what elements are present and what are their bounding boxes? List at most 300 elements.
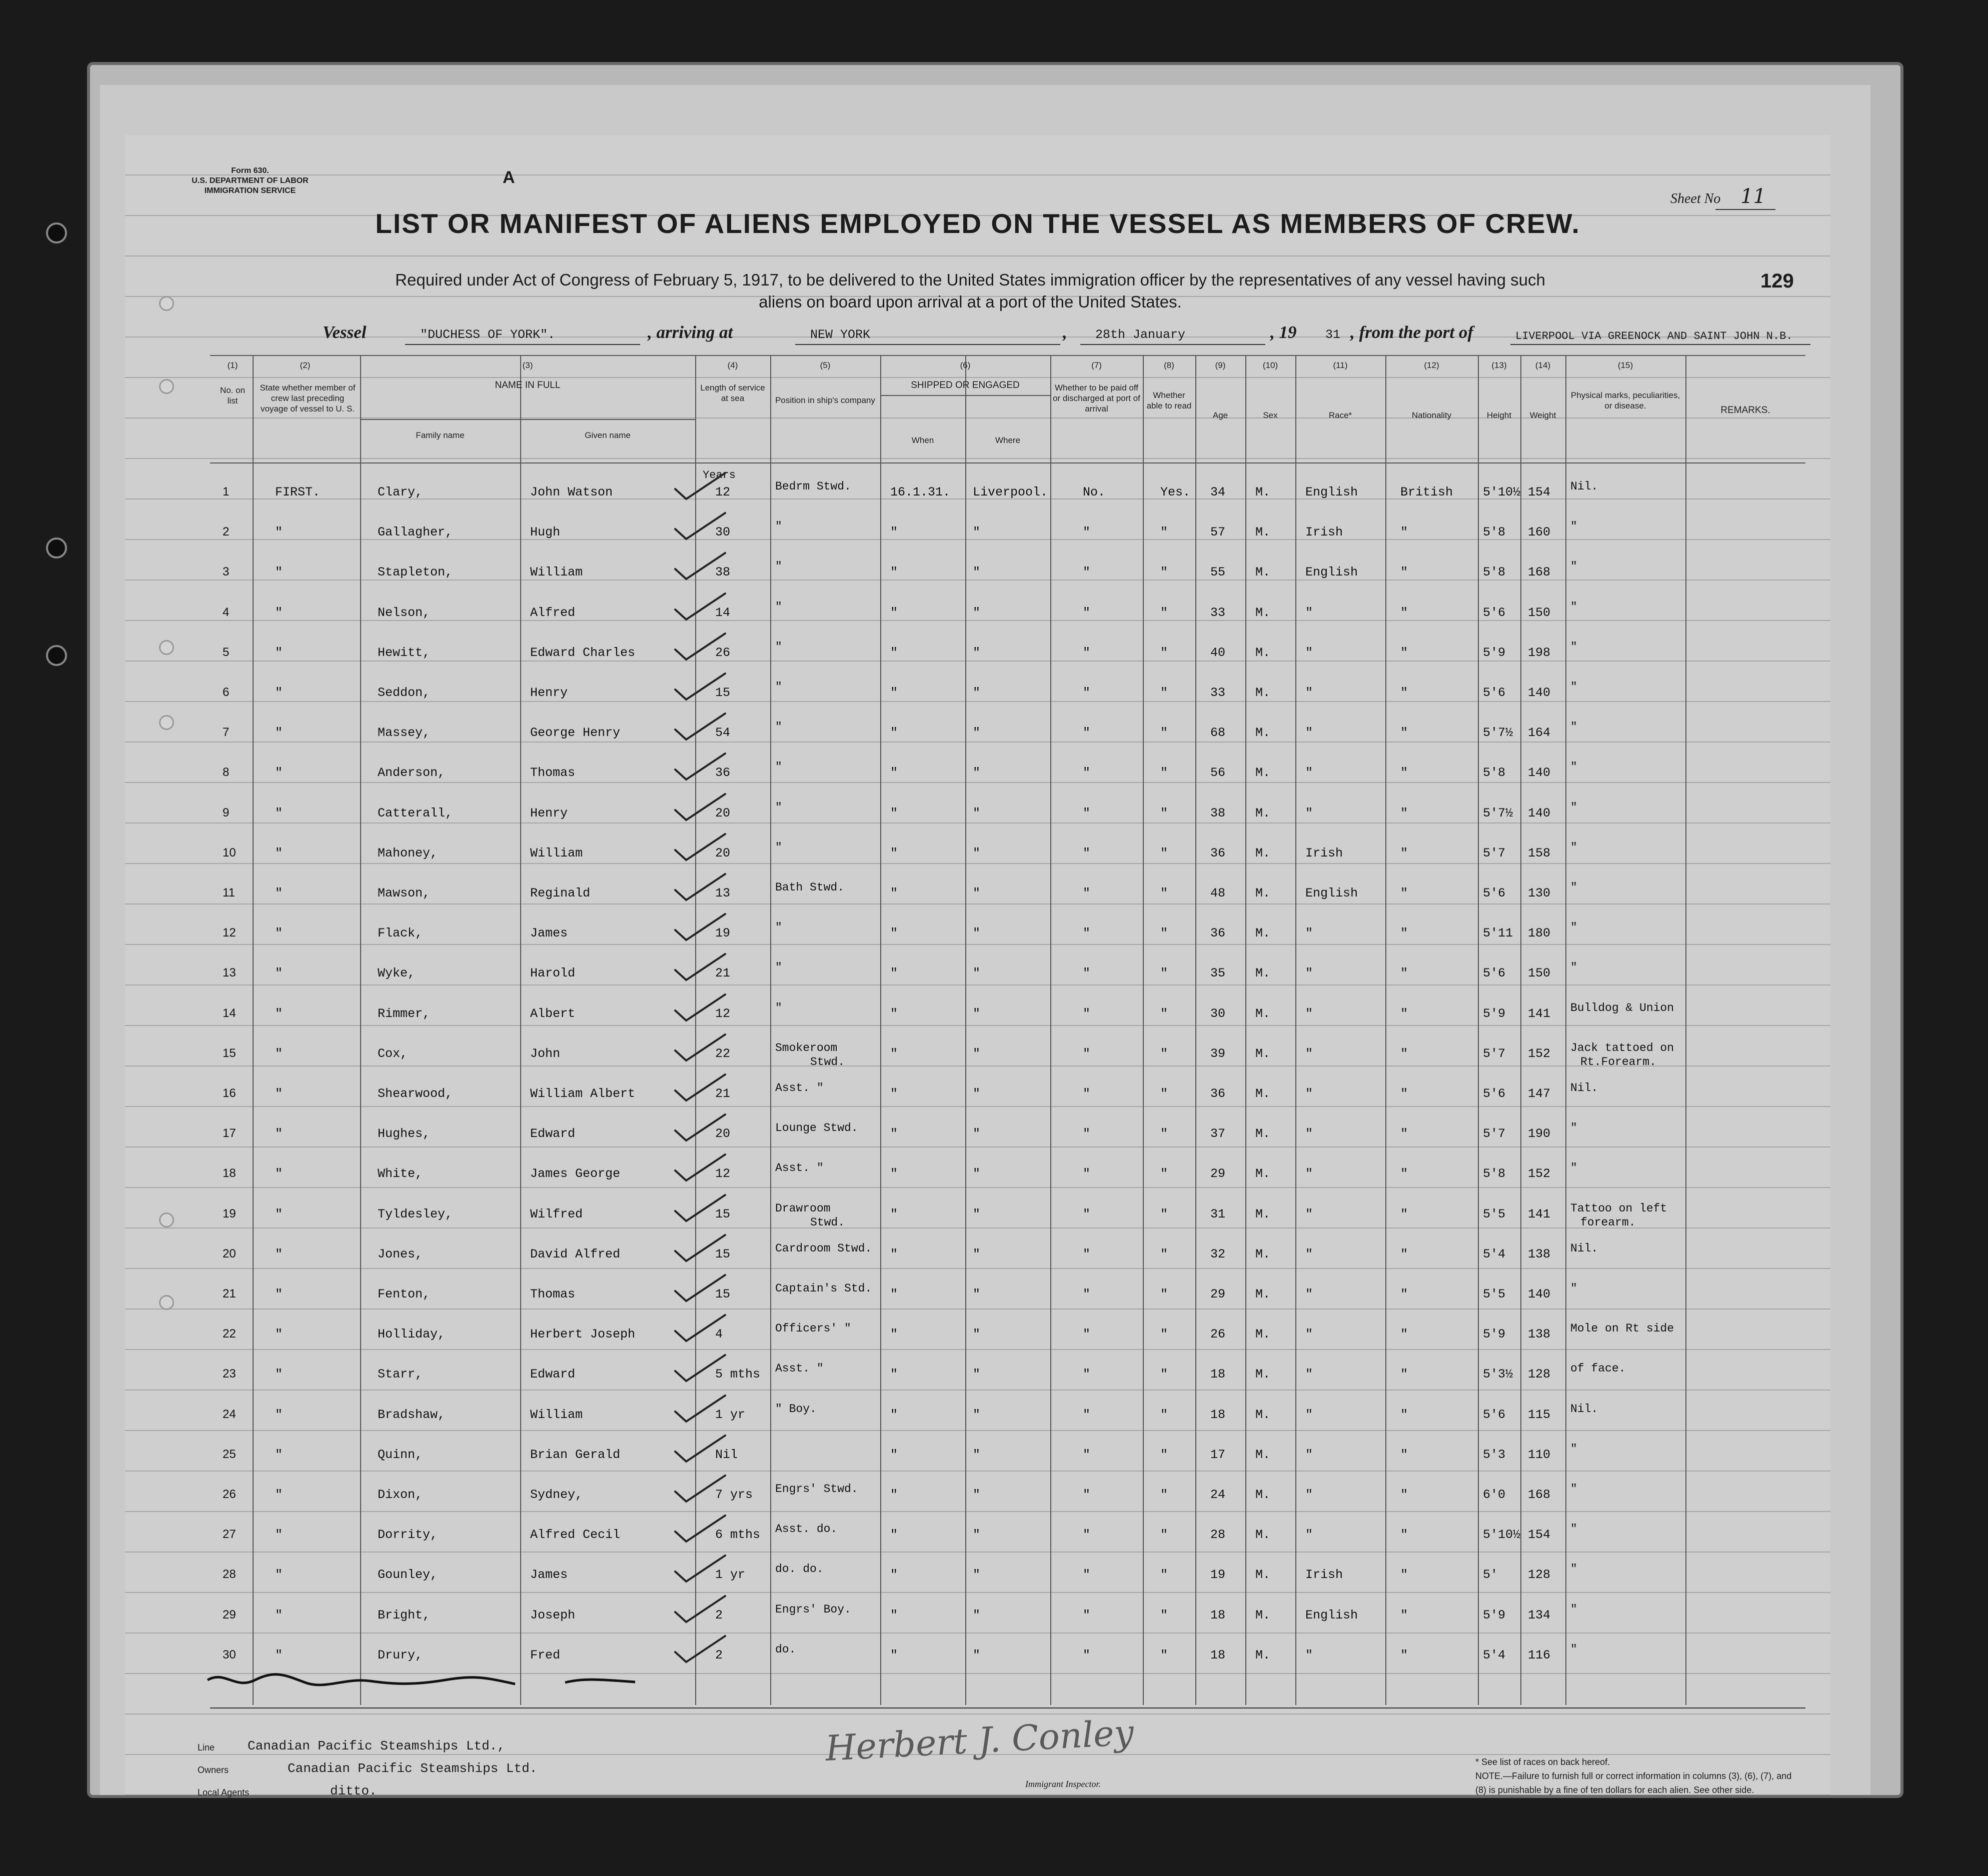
row-family-name: Mawson, (378, 886, 431, 900)
row-race: " (1305, 1086, 1313, 1101)
col-header-race: Race* (1328, 410, 1352, 420)
row-sex: M. (1255, 1447, 1271, 1462)
row-shipped-where: " (973, 1126, 981, 1142)
row-shipped-where: " (973, 565, 981, 580)
row-age: 39 (1210, 1046, 1226, 1061)
row-weight: 198 (1528, 645, 1551, 660)
row-service: 5 mths (715, 1367, 761, 1382)
col-header-read: Whether able to read (1146, 390, 1192, 410)
row-height: 5'9 (1483, 1006, 1506, 1021)
row-position: " (775, 720, 782, 734)
row-given-name: David Alfred (530, 1246, 621, 1262)
row-able-to-read: " (1160, 846, 1168, 860)
row-weight: 138 (1528, 1246, 1551, 1262)
row-height: 5'10½ (1483, 485, 1521, 500)
row-able-to-read: " (1160, 1006, 1168, 1021)
row-race: " (1305, 1246, 1313, 1262)
row-nationality: " (1400, 1006, 1408, 1021)
row-marks: " (1570, 881, 1577, 894)
col-num: (5) (820, 360, 831, 370)
row-position-cont: Stwd. (810, 1055, 845, 1068)
row-marks: " (1570, 1442, 1577, 1456)
row-sex: M. (1255, 1608, 1271, 1622)
row-family-name: Nelson, (378, 605, 431, 620)
row-able-to-read: " (1160, 565, 1168, 580)
row-nationality: " (1400, 886, 1408, 900)
row-sex: M. (1255, 846, 1271, 860)
col-num: (10) (1262, 360, 1278, 370)
row-height: 5'6 (1483, 886, 1506, 900)
check-mark-icon (670, 1593, 730, 1628)
row-given-name: Henry (530, 686, 568, 700)
row-sex: M. (1255, 806, 1271, 820)
row-given-name: Brian Gerald (530, 1447, 621, 1462)
row-weight: 116 (1528, 1648, 1551, 1662)
row-race: " (1305, 1447, 1313, 1462)
col-rule (1050, 355, 1051, 1705)
row-service: 15 (715, 686, 731, 700)
row-sex: M. (1255, 525, 1271, 540)
row-shipped-when: " (890, 1648, 898, 1662)
row-height: 5' (1483, 1568, 1498, 1582)
row-sex: M. (1255, 966, 1271, 981)
row-race: " (1305, 1206, 1313, 1222)
footnote-races: * See list of races on back hereof. (1475, 1757, 1610, 1767)
department: U.S. DEPARTMENT OF LABOR (192, 176, 309, 185)
row-race: " (1305, 1488, 1313, 1502)
row-nationality: " (1400, 726, 1408, 740)
row-position: Captain's Std. (775, 1282, 872, 1295)
row-family-name: Rimmer, (378, 1006, 431, 1021)
check-mark-icon (670, 992, 730, 1026)
row-position: " (775, 680, 782, 694)
row-age: 33 (1210, 605, 1226, 620)
row-service: Nil (715, 1447, 738, 1462)
col-rule (253, 355, 254, 1705)
row-service: 36 (715, 766, 731, 780)
col-header-given: Given name (585, 430, 631, 440)
row-shipped-where: " (973, 1287, 981, 1302)
check-mark-icon (670, 670, 730, 706)
col-header-position: Position in ship's company (775, 396, 875, 405)
row-weight: 140 (1528, 686, 1551, 700)
col-num: (14) (1535, 360, 1551, 370)
row-race: " (1305, 806, 1313, 820)
row-sex: M. (1255, 485, 1271, 500)
row-family-name: Hewitt, (378, 645, 431, 660)
row-age: 32 (1210, 1246, 1226, 1262)
row-marks-cont: forearm. (1580, 1216, 1636, 1229)
col-num: (1) (227, 360, 238, 370)
page-ring (159, 640, 174, 655)
check-mark-icon (670, 1072, 730, 1106)
row-shipped-where: " (973, 1086, 981, 1101)
vessel-name: "DUCHESS OF YORK". (420, 328, 556, 342)
row-number: 1 (223, 485, 230, 498)
row-age: 33 (1210, 686, 1226, 700)
row-position: Engrs' Stwd. (775, 1482, 858, 1496)
row-marks: Tattoo on left (1570, 1202, 1667, 1215)
row-height: 5'6 (1483, 605, 1506, 620)
row-shipped-when: " (890, 1488, 898, 1502)
row-number: 19 (223, 1206, 236, 1220)
check-mark-icon (670, 1552, 730, 1588)
row-family-name: Mahoney, (378, 846, 438, 860)
row-weight: 147 (1528, 1086, 1551, 1101)
row-paid-off: " (1083, 806, 1091, 820)
row-service: 12 (715, 485, 731, 500)
row-position: Bath Stwd. (775, 881, 845, 894)
row-sex: M. (1255, 1046, 1271, 1061)
punch-hole (46, 538, 67, 558)
col-header-sex: Sex (1263, 410, 1278, 420)
row-shipped-where: " (973, 766, 981, 780)
row-age: 56 (1210, 766, 1226, 780)
row-height: 5'7 (1483, 846, 1506, 860)
row-able-to-read: " (1160, 1367, 1168, 1382)
row-number: 3 (223, 565, 230, 579)
row-weight: 154 (1528, 485, 1551, 500)
row-number: 20 (223, 1246, 236, 1260)
check-mark-icon (670, 1512, 730, 1548)
row-position: Asst. " (775, 1362, 824, 1376)
row-age: 29 (1210, 1166, 1226, 1182)
years-label: Years (703, 469, 736, 482)
row-race: Irish (1305, 525, 1343, 540)
row-race: " (1305, 966, 1313, 981)
row-nationality: " (1400, 1447, 1408, 1462)
row-shipped-where: " (973, 686, 981, 700)
row-weight: 154 (1528, 1528, 1551, 1542)
row-voyage: " (275, 1608, 283, 1622)
row-family-name: Catterall, (378, 806, 453, 820)
row-number: 4 (223, 605, 230, 619)
arriving-label: , arriving at (648, 322, 733, 342)
row-family-name: White, (378, 1166, 423, 1182)
row-number: 22 (223, 1327, 236, 1341)
row-paid-off: " (1083, 686, 1091, 700)
row-shipped-when: " (890, 1407, 898, 1422)
row-family-name: Jones, (378, 1246, 423, 1262)
row-able-to-read: " (1160, 1046, 1168, 1061)
row-marks: Jack tattoed on (1570, 1041, 1674, 1054)
row-race: " (1305, 645, 1313, 660)
row-height: 5'5 (1483, 1206, 1506, 1222)
date-underline (1080, 344, 1265, 345)
col-header-no: No. on list (220, 386, 246, 406)
col-num: (4) (727, 360, 738, 370)
row-paid-off: " (1083, 1166, 1091, 1182)
row-able-to-read: " (1160, 1407, 1168, 1422)
row-position: " (775, 520, 782, 534)
row-number: 28 (223, 1568, 236, 1582)
row-given-name: James (530, 926, 568, 941)
arrival-date: 28th January (1095, 328, 1186, 342)
row-sex: M. (1255, 1006, 1271, 1021)
row-paid-off: " (1083, 1407, 1091, 1422)
row-service: 12 (715, 1006, 731, 1021)
row-able-to-read: " (1160, 1608, 1168, 1622)
col-rule (1295, 355, 1296, 1705)
row-shipped-when: " (890, 966, 898, 981)
row-shipped-when: " (890, 645, 898, 660)
row-number: 17 (223, 1126, 236, 1140)
row-nationality: " (1400, 1046, 1408, 1061)
row-height: 5'6 (1483, 1086, 1506, 1101)
row-race: English (1305, 485, 1358, 500)
row-able-to-read: " (1160, 1327, 1168, 1342)
row-able-to-read: " (1160, 1287, 1168, 1302)
row-position: Engrs' Boy. (775, 1602, 851, 1616)
row-age: 24 (1210, 1488, 1226, 1502)
row-voyage: " (275, 565, 283, 580)
row-voyage: " (275, 1126, 283, 1142)
row-height: 6'0 (1483, 1488, 1506, 1502)
row-age: 28 (1210, 1528, 1226, 1542)
row-marks: " (1570, 840, 1577, 854)
row-marks: " (1570, 1522, 1577, 1536)
row-sex: M. (1255, 1206, 1271, 1222)
row-number: 25 (223, 1447, 236, 1461)
subtitle-line-1: Required under Act of Congress of February 5, 1917, to be delivered to the United States immigration officer by the representatives of any vessel having such (395, 270, 1545, 289)
row-able-to-read: " (1160, 1488, 1168, 1502)
row-age: 18 (1210, 1648, 1226, 1662)
row-race: " (1305, 686, 1313, 700)
row-position: " (775, 961, 782, 974)
row-shipped-when: " (890, 1166, 898, 1182)
row-height: 5'7½ (1483, 806, 1513, 820)
check-mark-icon (670, 1352, 730, 1387)
row-sex: M. (1255, 1166, 1271, 1182)
row-marks: " (1570, 720, 1577, 734)
row-able-to-read: " (1160, 726, 1168, 740)
row-number: 10 (223, 846, 236, 860)
row-race: " (1305, 1126, 1313, 1142)
row-able-to-read: " (1160, 1568, 1168, 1582)
row-given-name: William Albert (530, 1086, 636, 1101)
row-marks: " (1570, 640, 1577, 654)
row-position: " (775, 600, 782, 614)
row-shipped-when: " (890, 846, 898, 860)
name-subrule (360, 419, 695, 420)
inspector-label: Immigrant Inspector. (1025, 1779, 1101, 1789)
row-able-to-read: " (1160, 686, 1168, 700)
col-num: (11) (1333, 360, 1348, 370)
col-rule (1195, 355, 1196, 1705)
row-voyage: " (275, 766, 283, 780)
row-service: 20 (715, 1126, 731, 1142)
row-paid-off: " (1083, 1287, 1091, 1302)
row-paid-off: " (1083, 565, 1091, 580)
row-weight: 130 (1528, 886, 1551, 900)
row-service: 38 (715, 565, 731, 580)
check-mark-icon (670, 1112, 730, 1146)
row-marks: Nil. (1570, 1242, 1598, 1255)
row-nationality: " (1400, 1608, 1408, 1622)
row-height: 5'8 (1483, 565, 1506, 580)
col-num: (15) (1617, 360, 1633, 370)
row-age: 31 (1210, 1206, 1226, 1222)
row-nationality: " (1400, 766, 1408, 780)
row-position: " (775, 840, 782, 854)
departure-port: LIVERPOOL VIA GREENOCK AND SAINT JOHN N.B. (1515, 330, 1793, 342)
row-shipped-where: " (973, 1166, 981, 1182)
row-sex: M. (1255, 886, 1271, 900)
manifest-page (125, 135, 1830, 1798)
row-family-name: Dorrity, (378, 1528, 438, 1542)
row-given-name: Wilfred (530, 1206, 583, 1222)
row-voyage: " (275, 1206, 283, 1222)
row-sex: M. (1255, 1246, 1271, 1262)
punch-hole (46, 645, 67, 666)
row-family-name: Seddon, (378, 686, 431, 700)
row-nationality: " (1400, 525, 1408, 540)
subtitle-line-2: aliens on board upon arrival at a port of the United States. (759, 292, 1182, 311)
row-age: 40 (1210, 645, 1226, 660)
row-shipped-when: " (890, 926, 898, 941)
row-family-name: Gounley, (378, 1568, 438, 1582)
row-sex: M. (1255, 565, 1271, 580)
col-num: (6) (960, 360, 971, 370)
row-age: 18 (1210, 1367, 1226, 1382)
port-underline (795, 344, 1060, 345)
row-shipped-when: " (890, 1608, 898, 1622)
row-number: 14 (223, 1006, 236, 1020)
row-number: 12 (223, 926, 236, 940)
row-weight: 164 (1528, 726, 1551, 740)
row-paid-off: " (1083, 1046, 1091, 1061)
check-mark-icon (670, 630, 730, 666)
row-service: 6 mths (715, 1528, 761, 1542)
row-given-name: Sydney, (530, 1488, 583, 1502)
row-service: 19 (715, 926, 731, 941)
row-weight: 141 (1528, 1006, 1551, 1021)
row-age: 30 (1210, 1006, 1226, 1021)
row-number: 26 (223, 1488, 236, 1501)
row-sex: M. (1255, 766, 1271, 780)
row-given-name: George Henry (530, 726, 621, 740)
row-number: 9 (223, 806, 230, 820)
footnote (1475, 1755, 1795, 1797)
row-voyage: " (275, 686, 283, 700)
row-race: " (1305, 1407, 1313, 1422)
row-shipped-where: " (973, 1006, 981, 1021)
col-rule (1478, 355, 1479, 1705)
row-given-name: James George (530, 1166, 621, 1182)
shipped-subrule (880, 395, 1050, 396)
row-shipped-when: " (890, 1287, 898, 1302)
row-paid-off: " (1083, 1367, 1091, 1382)
row-height: 5'9 (1483, 1327, 1506, 1342)
row-given-name: Harold (530, 966, 576, 981)
row-given-name: Edward (530, 1367, 576, 1382)
row-able-to-read: " (1160, 1447, 1168, 1462)
row-position: do. do. (775, 1562, 824, 1576)
row-position: " (775, 800, 782, 814)
page-ring (159, 1212, 174, 1228)
row-age: 48 (1210, 886, 1226, 900)
row-service: 4 (715, 1327, 723, 1342)
row-voyage: " (275, 806, 283, 820)
sheet-number: 11 (1740, 185, 1766, 208)
row-marks: " (1570, 1162, 1577, 1175)
row-position: " (775, 640, 782, 654)
row-shipped-where: " (973, 966, 981, 981)
row-nationality: " (1400, 565, 1408, 580)
col-rule (1685, 355, 1686, 1705)
row-shipped-where: " (973, 1648, 981, 1662)
row-shipped-when: " (890, 1006, 898, 1021)
col-header-marks: Physical marks, peculiarities, or disease. (1570, 390, 1680, 410)
row-height: 5'8 (1483, 766, 1506, 780)
row-position: " (775, 760, 782, 774)
row-nationality: " (1400, 1086, 1408, 1101)
row-number: 11 (223, 886, 235, 900)
agents-value: ditto. (330, 1784, 377, 1798)
row-service: 15 (715, 1246, 731, 1262)
col-num: (3) (522, 360, 533, 370)
row-nationality: " (1400, 686, 1408, 700)
row-paid-off: " (1083, 1246, 1091, 1262)
row-marks: Nil. (1570, 1402, 1598, 1416)
page-ring (159, 1295, 174, 1310)
row-weight: 128 (1528, 1568, 1551, 1582)
row-voyage: " (275, 926, 283, 941)
row-service: 30 (715, 525, 731, 540)
row-number: 15 (223, 1046, 236, 1060)
row-nationality: " (1400, 1327, 1408, 1342)
row-nationality: British (1400, 485, 1453, 500)
page-number: 129 (1760, 270, 1794, 292)
check-mark-icon (670, 911, 730, 946)
check-mark-icon (670, 1272, 730, 1307)
col-num: (12) (1424, 360, 1439, 370)
row-paid-off: " (1083, 1528, 1091, 1542)
row-service: 21 (715, 1086, 731, 1101)
row-voyage: " (275, 645, 283, 660)
row-voyage: " (275, 1006, 283, 1021)
row-family-name: Starr, (378, 1367, 423, 1382)
row-shipped-when: 16.1.31. (890, 485, 951, 500)
row-given-name: William (530, 846, 583, 860)
row-paid-off: " (1083, 1608, 1091, 1622)
row-height: 5'6 (1483, 966, 1506, 981)
row-voyage: " (275, 1046, 283, 1061)
col-header-age: Age (1212, 410, 1228, 420)
row-height: 5'7 (1483, 1126, 1506, 1142)
row-weight: 140 (1528, 1287, 1551, 1302)
row-shipped-when: " (890, 806, 898, 820)
row-race: " (1305, 926, 1313, 941)
row-able-to-read: " (1160, 1648, 1168, 1662)
row-nationality: " (1400, 1206, 1408, 1222)
row-sex: M. (1255, 1287, 1271, 1302)
col-rule (360, 355, 361, 1705)
row-able-to-read: " (1160, 1528, 1168, 1542)
row-paid-off: " (1083, 525, 1091, 540)
row-sex: M. (1255, 1327, 1271, 1342)
col-num: (9) (1215, 360, 1226, 370)
row-position: Officers' " (775, 1322, 851, 1336)
row-position: " Boy. (775, 1402, 817, 1416)
row-voyage: " (275, 1246, 283, 1262)
row-position: Asst. do. (775, 1522, 838, 1536)
row-voyage: " (275, 1648, 283, 1662)
row-shipped-when: " (890, 1447, 898, 1462)
row-marks: " (1570, 560, 1577, 574)
row-race: Irish (1305, 846, 1343, 860)
row-voyage: " (275, 1166, 283, 1182)
